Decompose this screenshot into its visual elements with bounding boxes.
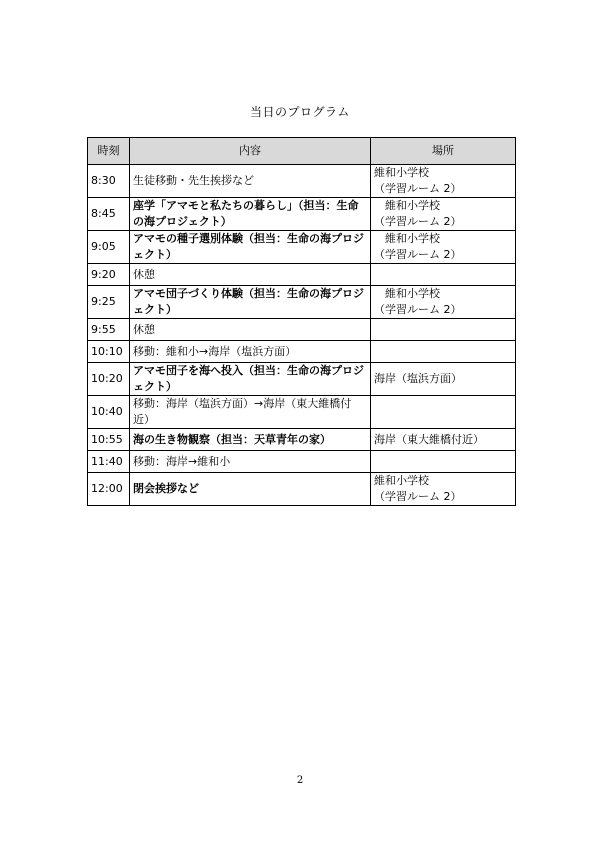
table-row [88,319,516,341]
page-number: 2 [296,775,304,786]
content-cell: 移動：維和小→海岸（塩浜方面） [130,341,371,363]
place-cell: 維和小学校 （学習ルーム 2） [371,231,516,264]
table-row [88,264,516,286]
column-header-content: 内容 [130,138,371,165]
program-table-body [88,165,516,506]
content-cell: 移動：海岸（塩浜方面）→海岸（東大維橋付近） [130,396,371,429]
program-table [87,137,516,506]
time-cell: 9:05 [88,231,130,264]
content-cell: 休憩 [130,264,371,286]
content-cell: 移動：海岸→維和小 [130,451,371,473]
time-cell: 8:30 [88,165,130,198]
place-cell: 維和小学校 （学習ルーム 2） [371,165,516,198]
content-cell: アマモの種子選別体験（担当：生命の海プロジェクト） [130,231,371,264]
content-cell: 生徒移動・先生挨拶など [130,165,371,198]
table-row [88,341,516,363]
place-cell: 海岸（東大維橋付近） [371,429,516,451]
place-cell: 維和小学校 （学習ルーム 2） [371,286,516,319]
column-header-time: 時刻 [88,138,130,165]
place-cell: 海岸（塩浜方面） [371,363,516,396]
place-cell: 維和小学校 （学習ルーム 2） [371,198,516,231]
table-row [88,198,516,231]
table-row [88,363,516,396]
page-title: 当日のプログラム [250,105,350,119]
table-row [88,451,516,473]
time-cell: 10:20 [88,363,130,396]
content-cell: 海の生き物観察（担当：天草青年の家） [130,429,371,451]
place-cell [371,264,516,286]
content-cell: アマモ団子づくり体験（担当：生命の海プロジェクト） [130,286,371,319]
table-row [88,429,516,451]
time-cell: 10:40 [88,396,130,429]
content-cell: 閉会挨拶など [130,473,371,506]
place-cell [371,319,516,341]
column-header-place: 場所 [371,138,516,165]
content-cell: 休憩 [130,319,371,341]
table-row [88,396,516,429]
place-cell: 維和小学校 （学習ルーム 2） [371,473,516,506]
content-cell: 座学「アマモと私たちの暮らし」（担当：生命の海プロジェクト） [130,198,371,231]
time-cell: 9:25 [88,286,130,319]
time-cell: 11:40 [88,451,130,473]
time-cell: 9:55 [88,319,130,341]
table-row [88,473,516,506]
place-cell [371,396,516,429]
place-cell [371,341,516,363]
table-row [88,231,516,264]
place-cell [371,451,516,473]
time-cell: 10:10 [88,341,130,363]
content-cell: アマモ団子を海へ投入（担当：生命の海プロジェクト） [130,363,371,396]
time-cell: 12:00 [88,473,130,506]
time-cell: 9:20 [88,264,130,286]
table-row [88,286,516,319]
time-cell: 8:45 [88,198,130,231]
time-cell: 10:55 [88,429,130,451]
table-header-row [88,138,516,165]
table-row [88,165,516,198]
